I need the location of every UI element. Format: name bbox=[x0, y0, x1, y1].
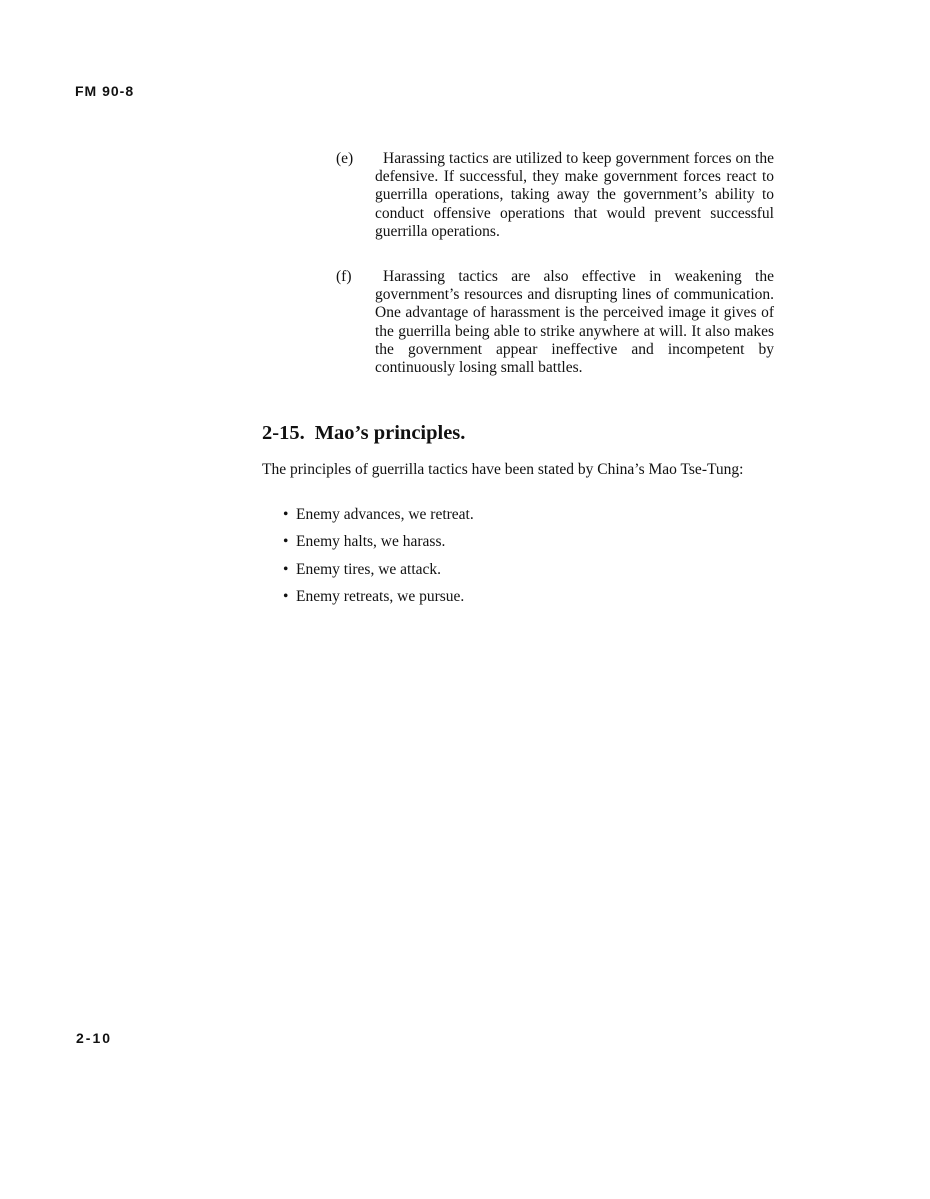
subparagraph-marker: (e) bbox=[336, 150, 354, 167]
bullet-icon: • bbox=[283, 506, 289, 523]
list-item-text: Enemy advances, we retreat. bbox=[296, 506, 474, 523]
list-item-text: Enemy retreats, we pursue. bbox=[296, 587, 465, 605]
list-item bbox=[283, 561, 474, 588]
list-item bbox=[283, 506, 474, 533]
subparagraph-text: Harassing tactics are also effective in weakening the government’s resources and disrupting lines of communication. One advantage of harassment is the perceived image it gives of the guerrilla being able to strike anywhere at will. It also makes the government appear ineffective and incompetent by continuously losing small battles. bbox=[375, 268, 774, 377]
page-number: 2-10 bbox=[76, 1030, 113, 1046]
list-item bbox=[283, 533, 474, 560]
list-item-text: Enemy tires, we attack. bbox=[296, 560, 442, 578]
subparagraph-marker: (f) bbox=[336, 268, 352, 285]
subparagraph-e bbox=[336, 150, 774, 241]
bullet-icon: • bbox=[283, 560, 289, 578]
list-item bbox=[283, 588, 474, 615]
section-intro: The principles of guerrilla tactics have been stated by China’s Mao Tse-Tung: bbox=[262, 461, 744, 478]
bullet-icon: • bbox=[283, 587, 289, 605]
list-item-text: Enemy halts, we harass. bbox=[296, 533, 446, 551]
running-head: FM 90-8 bbox=[75, 83, 135, 99]
bullet-icon: • bbox=[283, 533, 289, 551]
subparagraph-text: Harassing tactics are utilized to keep government forces on the defensive. If successful, they make government forces react to guerrilla operations, taking away the government’s ability to conduct offensive operations that would prevent successful guerrilla operations. bbox=[375, 150, 774, 240]
subparagraph-f bbox=[336, 268, 774, 377]
section-heading bbox=[262, 422, 465, 445]
principles-list bbox=[283, 506, 474, 615]
section-number: 2-15. bbox=[262, 422, 305, 444]
section-title: Mao’s principles. bbox=[314, 422, 466, 444]
